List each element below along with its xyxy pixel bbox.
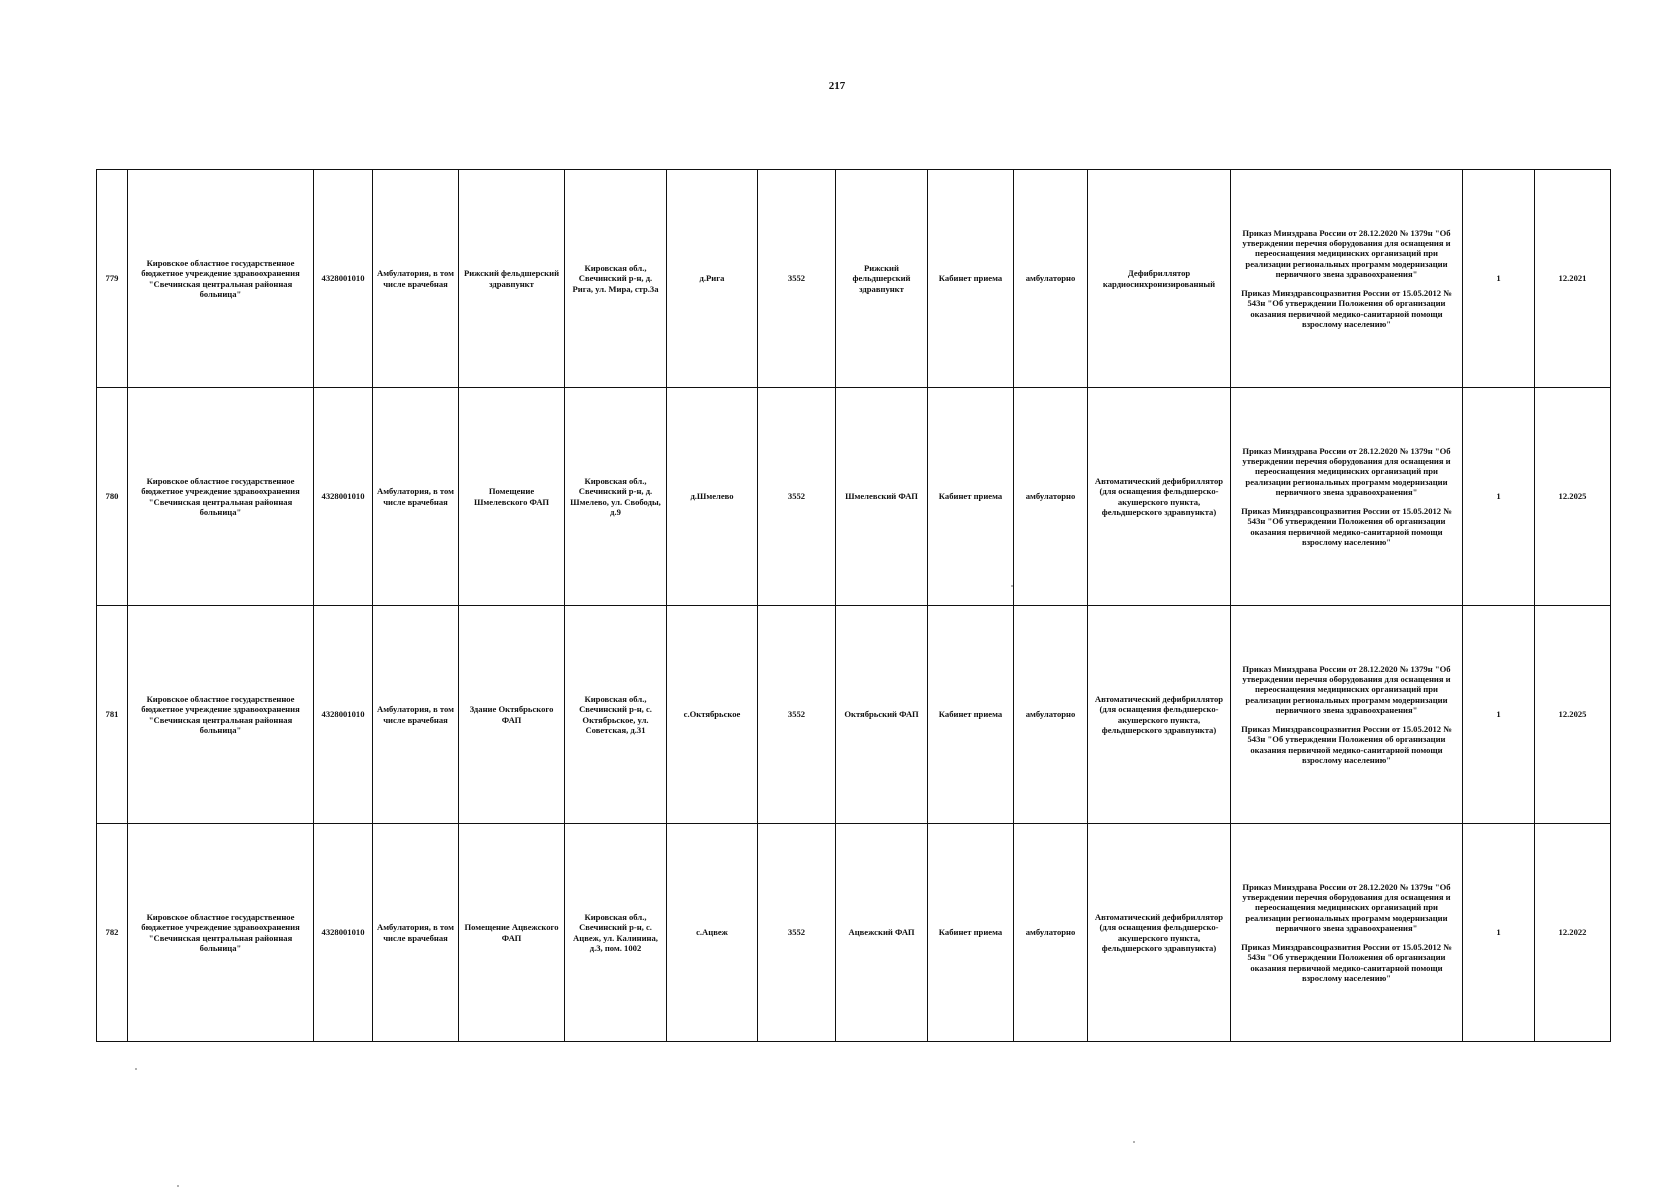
cell-facility-type: Амбулатория, в том числе врачебная	[373, 824, 459, 1042]
cell-date: 12.2025	[1535, 606, 1611, 824]
cell-facility-type: Амбулатория, в том числе врачебная	[373, 388, 459, 606]
cell-date: 12.2021	[1535, 170, 1611, 388]
cell-quantity: 1	[1463, 606, 1535, 824]
cell-equipment: Автоматический дефибриллятор (для оснащения фельдшерско-акушерского пункта, фельдшерского здравпункта)	[1088, 388, 1231, 606]
cell-quantity: 1	[1463, 824, 1535, 1042]
cell-settlement: с.Ацвеж	[667, 824, 758, 1042]
cell-settlement: с.Октябрьское	[667, 606, 758, 824]
cell-facility-type: Амбулатория, в том числе врачебная	[373, 170, 459, 388]
order-543n: Приказ Минздравсоцразвития России от 15.05.2012 № 543н "Об утверждении Положения об организации оказания первичной медико-санитарной помощи взрослому населению"	[1241, 724, 1452, 766]
cell-room: Кабинет приема	[928, 824, 1014, 1042]
cell-code: 3552	[758, 824, 836, 1042]
scan-speck	[1133, 1141, 1135, 1143]
cell-quantity: 1	[1463, 388, 1535, 606]
cell-number: 782	[97, 824, 128, 1042]
cell-care-form: амбулаторно	[1014, 388, 1088, 606]
order-543n: Приказ Минздравсоцразвития России от 15.05.2012 № 543н "Об утверждении Положения об организации оказания первичной медико-санитарной помощи взрослому населению"	[1241, 288, 1452, 330]
order-1379n: Приказ Минздрава России от 28.12.2020 № 1379н "Об утверждении перечня оборудования для оснащения и переоснащения медицинских организаций при реализации региональных программ модернизации первичного звена здравоохранения"	[1242, 227, 1451, 279]
cell-organization: Кировское областное государственное бюджетное учреждение здравоохранения "Свечинская центральная районная больница"	[128, 388, 314, 606]
order-1379n: Приказ Минздрава России от 28.12.2020 № 1379н "Об утверждении перечня оборудования для оснащения и переоснащения медицинских организаций при реализации региональных программ модернизации первичного звена здравоохранения"	[1242, 881, 1451, 933]
cell-legal-basis	[1231, 388, 1463, 606]
cell-care-form: амбулаторно	[1014, 606, 1088, 824]
cell-date: 12.2025	[1535, 388, 1611, 606]
cell-unit: Октябрьский ФАП	[836, 606, 928, 824]
table-row	[97, 606, 1611, 824]
cell-code: 3552	[758, 170, 836, 388]
scan-speck	[135, 1068, 137, 1070]
order-543n: Приказ Минздравсоцразвития России от 15.05.2012 № 543н "Об утверждении Положения об организации оказания первичной медико-санитарной помощи взрослому населению"	[1241, 942, 1452, 984]
cell-quantity: 1	[1463, 170, 1535, 388]
cell-organization: Кировское областное государственное бюджетное учреждение здравоохранения "Свечинская центральная районная больница"	[128, 170, 314, 388]
cell-inn: 4328001010	[314, 824, 373, 1042]
cell-inn: 4328001010	[314, 170, 373, 388]
cell-address: Кировская обл., Свечинский р-н, д. Рига, ул. Мира, стр.3а	[565, 170, 667, 388]
order-1379n: Приказ Минздрава России от 28.12.2020 № 1379н "Об утверждении перечня оборудования для оснащения и переоснащения медицинских организаций при реализации региональных программ модернизации первичного звена здравоохранения"	[1242, 663, 1451, 715]
cell-facility-type: Амбулатория, в том числе врачебная	[373, 606, 459, 824]
equipment-table	[96, 169, 1611, 1042]
cell-room: Кабинет приема	[928, 606, 1014, 824]
cell-organization: Кировское областное государственное бюджетное учреждение здравоохранения "Свечинская центральная районная больница"	[128, 606, 314, 824]
cell-care-form: амбулаторно	[1014, 170, 1088, 388]
cell-building: Здание Октябрьского ФАП	[459, 606, 565, 824]
cell-unit: Ацвежский ФАП	[836, 824, 928, 1042]
cell-care-form: амбулаторно	[1014, 824, 1088, 1042]
cell-legal-basis	[1231, 824, 1463, 1042]
cell-room: Кабинет приема	[928, 170, 1014, 388]
cell-building: Помещение Шмелевского ФАП	[459, 388, 565, 606]
scan-speck	[177, 1185, 179, 1187]
cell-code: 3552	[758, 606, 836, 824]
table-row	[97, 388, 1611, 606]
cell-room: Кабинет приема	[928, 388, 1014, 606]
cell-number: 781	[97, 606, 128, 824]
cell-settlement: д.Шмелево	[667, 388, 758, 606]
cell-date: 12.2022	[1535, 824, 1611, 1042]
cell-legal-basis	[1231, 170, 1463, 388]
cell-organization: Кировское областное государственное бюджетное учреждение здравоохранения "Свечинская центральная районная больница"	[128, 824, 314, 1042]
cell-number: 779	[97, 170, 128, 388]
cell-unit: Рижский фельдшерский здравпункт	[836, 170, 928, 388]
cell-unit: Шмелевский ФАП	[836, 388, 928, 606]
order-1379n: Приказ Минздрава России от 28.12.2020 № 1379н "Об утверждении перечня оборудования для оснащения и переоснащения медицинских организаций при реализации региональных программ модернизации первичного звена здравоохранения"	[1242, 445, 1451, 497]
scan-speck	[1011, 585, 1013, 587]
cell-settlement: д.Рига	[667, 170, 758, 388]
page-number: 217	[828, 80, 846, 92]
cell-code: 3552	[758, 388, 836, 606]
table-row	[97, 824, 1611, 1042]
cell-number: 780	[97, 388, 128, 606]
cell-legal-basis	[1231, 606, 1463, 824]
cell-address: Кировская обл., Свечинский р-н, с. Октябрьское, ул. Советская, д.31	[565, 606, 667, 824]
cell-building: Рижский фельдшерский здравпункт	[459, 170, 565, 388]
cell-equipment: Автоматический дефибриллятор (для оснащения фельдшерско-акушерского пункта, фельдшерского здравпункта)	[1088, 824, 1231, 1042]
cell-equipment: Автоматический дефибриллятор (для оснащения фельдшерско-акушерского пункта, фельдшерского здравпункта)	[1088, 606, 1231, 824]
cell-equipment: Дефибриллятор кардиосинхронизированный	[1088, 170, 1231, 388]
cell-inn: 4328001010	[314, 388, 373, 606]
order-543n: Приказ Минздравсоцразвития России от 15.05.2012 № 543н "Об утверждении Положения об организации оказания первичной медико-санитарной помощи взрослому населению"	[1241, 506, 1452, 548]
cell-building: Помещение Ацвежского ФАП	[459, 824, 565, 1042]
cell-address: Кировская обл., Свечинский р-н, с. Ацвеж, ул. Калинина, д.3, пом. 1002	[565, 824, 667, 1042]
table-row	[97, 170, 1611, 388]
cell-inn: 4328001010	[314, 606, 373, 824]
cell-address: Кировская обл., Свечинский р-н, д. Шмелево, ул. Свободы, д.9	[565, 388, 667, 606]
